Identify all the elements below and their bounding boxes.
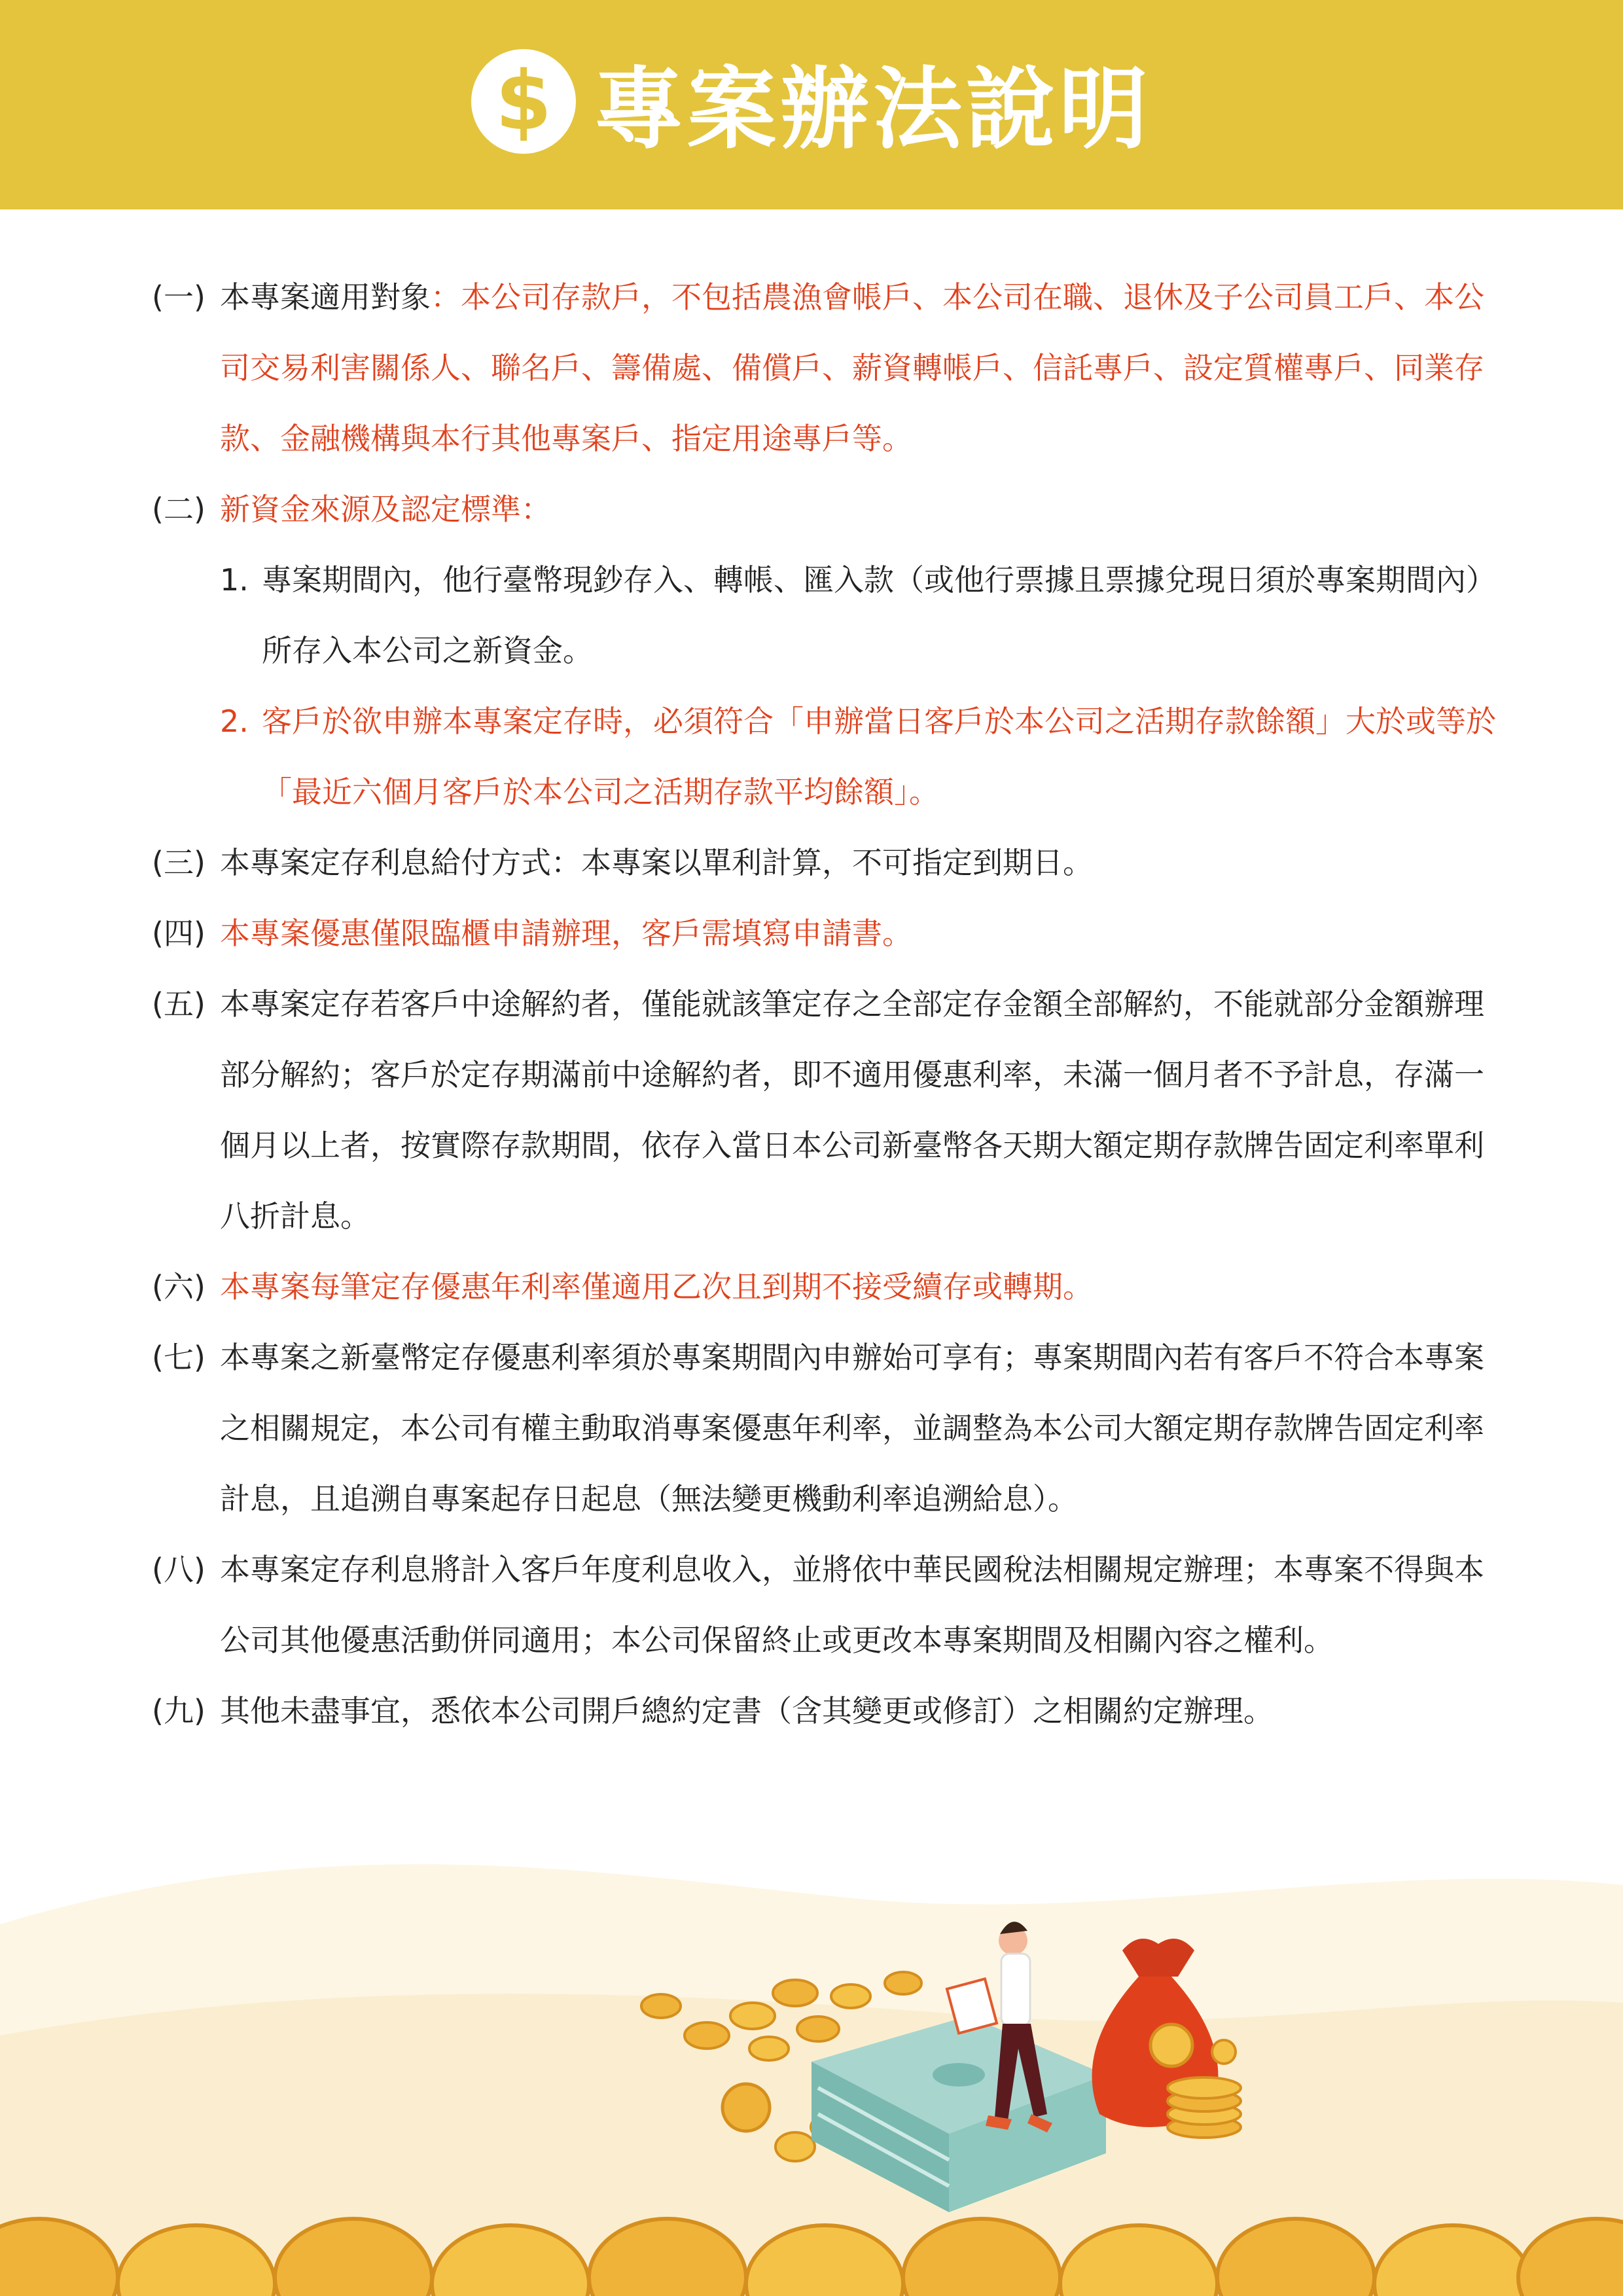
sub-number: 2. [220,704,249,739]
term-item-7 [152,1322,1500,1534]
term-title: 新資金來源及認定標準： [220,492,551,527]
sub-item-2 [220,686,1500,827]
term-item-4 [152,898,1500,969]
term-item-2 [152,474,1500,827]
header-banner [0,0,1623,209]
term-text: 本專案每筆定存優惠年利率僅適用乙次且到期不接受續存或轉期。 [220,1269,1093,1304]
terms-list [152,262,1500,1746]
term-text: 本專案定存利息給付方式：本專案以單利計算，不可指定到期日。 [220,845,1093,880]
page-title: 專案辦法說明 [594,58,1152,162]
term-item-8 [152,1534,1500,1676]
term-number: (三) [152,845,205,880]
money-illustration [0,1820,1623,2296]
term-number: (四) [152,916,205,951]
term-number: (二) [152,492,205,527]
term-lead: 本專案適用對象 [220,279,431,315]
term-number: (六) [152,1269,205,1304]
term-number: (八) [152,1552,205,1587]
sub-number: 1. [220,562,249,598]
term-highlight: ：本公司存款戶，不包括農漁會帳戶、本公司在職、退休及子公司員工戶、本公司交易利害關係人、聯名戶、籌備處、備償戶、薪資轉帳戶、信託專戶、設定質權專戶、同業存款、金融機構與本行其他專案戶、指定用途專戶等。 [220,279,1484,456]
term-number: (五) [152,986,205,1022]
term-number: (九) [152,1693,205,1729]
dollar-glyph: $ [495,54,552,149]
term-text: 本專案之新臺幣定存優惠利率須於專案期間內申辦始可享有；專案期間內若有客戶不符合本專案之相關規定，本公司有權主動取消專案優惠年利率，並調整為本公司大額定期存款牌告固定利率計息，且追溯自專案起存日起息（無法變更機動利率追溯給息）。 [220,1340,1484,1516]
sub-text: 客戶於欲申辦本專案定存時，必須符合「申辦當日客戶於本公司之活期存款餘額」大於或等於「最近六個月客戶於本公司之活期存款平均餘額」。 [262,704,1496,810]
term-item-1 [152,262,1500,474]
term-item-6 [152,1251,1500,1322]
dollar-icon [471,49,576,154]
term-number: (七) [152,1340,205,1375]
term-text: 本專案定存利息將計入客戶年度利息收入，並將依中華民國稅法相關規定辦理；本專案不得與本公司其他優惠活動併同適用；本公司保留終止或更改本專案期間及相關內容之權利。 [220,1552,1484,1658]
sub-item-1 [220,545,1500,686]
term-text: 其他未盡事宜，悉依本公司開戶總約定書（含其變更或修訂）之相關約定辦理。 [220,1693,1274,1729]
term-number: (一) [152,279,205,315]
term-text: 本專案定存若客戶中途解約者，僅能就該筆定存之全部定存金額全部解約，不能就部分金額辦理部分解約；客戶於定存期滿前中途解約者，即不適用優惠利率，未滿一個月者不予計息，存滿一個月以上者，按實際存款期間，依存入當日本公司新臺幣各天期大額定期存款牌告固定利率單利八折計息。 [220,986,1484,1234]
term-text: 本專案優惠僅限臨櫃申請辦理，客戶需填寫申請書。 [220,916,912,951]
term-item-3 [152,827,1500,898]
term-item-9 [152,1676,1500,1746]
term-item-5 [152,969,1500,1251]
sub-text: 專案期間內，他行臺幣現鈔存入、轉帳、匯入款（或他行票據且票據兌現日須於專案期間內）所存入本公司之新資金。 [262,562,1496,668]
coin-stack-icon [1168,2077,1241,2138]
